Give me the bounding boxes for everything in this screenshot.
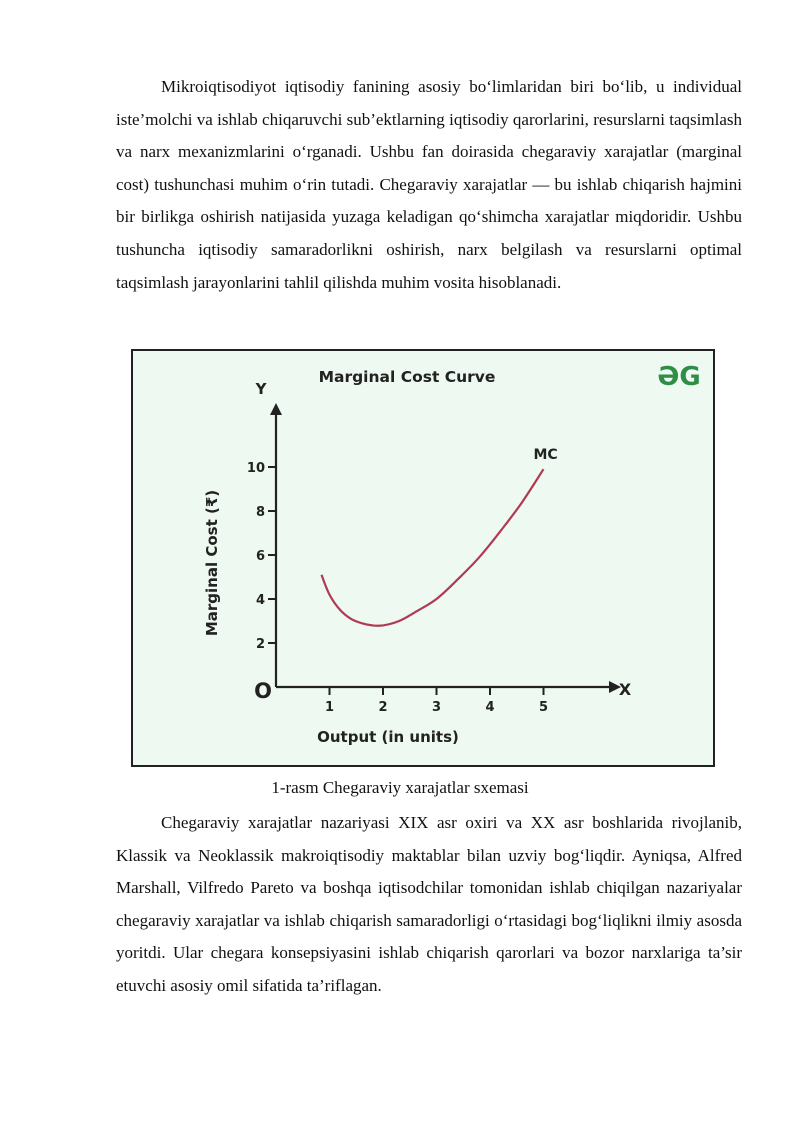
mc-series-label: MC bbox=[533, 447, 558, 464]
x-tick-label: 2 bbox=[378, 700, 388, 715]
x-tick-label: 3 bbox=[431, 700, 442, 715]
marginal-cost-chart bbox=[133, 351, 713, 765]
x-axis-label: Output (in units) bbox=[317, 728, 459, 746]
y-tick-label: 10 bbox=[246, 461, 265, 476]
x-axis-letter: X bbox=[618, 680, 632, 699]
y-tick-label: 4 bbox=[255, 593, 265, 608]
x-tick-label: 5 bbox=[538, 700, 549, 715]
chart-title: Marginal Cost Curve bbox=[318, 368, 496, 386]
paragraph-history: Chegaraviy xarajatlar nazariyasi XIX asr oxiri va XX asr boshlarida rivojlanib, Klassik va Neoklassik makroiqtisodiy maktablar bilan uzviy bog‘liqdir. Ayniqsa, Alfred Marshall, Vilfredo Pareto va boshqa iqtisodchilar tomonidan ishlab chiqilgan nazariyalar chegaraviy xarajatlar va ishlab chiqarish samaradorligi o‘rtasidagi bog‘liqlikni ilmiy asosda yoritdi. Ular chegara konsepsiyasini ishlab chiqarish qarorlari va bozor narxlariga ta’sir etuvchi asosiy omil sifatida ta’riflagan. bbox=[116, 813, 742, 995]
y-tick-label: 6 bbox=[255, 549, 265, 564]
y-tick-label: 2 bbox=[255, 637, 265, 652]
y-axis-label: Marginal Cost (₹) bbox=[203, 489, 221, 637]
origin-label: O bbox=[254, 679, 272, 703]
x-tick-label: 4 bbox=[485, 700, 495, 715]
paragraph-intro: Mikroiqtisodiyot iqtisodiy fanining asosiy bo‘limlaridan biri bo‘lib, u individual iste’molchi va ishlab chiqaruvchi sub’ektlarning iqtisodiy qarorlarini, resurslarni taqsimlash va narx mexanizmlarini o‘rganadi. Ushbu fan doirasida chegaraviy xarajatlar (marginal cost) tushunchasi muhim o‘rin tutadi. Chegaraviy xarajatlar — bu ishlab chiqarish hajmini bir birlikga oshirish natijasida yuzaga keladigan qo‘shimcha xarajatlar miqdoridir. Ushbu tushuncha iqtisodiy samaradorlikni oshirish, narx belgilash va resurslarni optimal taqsimlash jarayonlarini tahlil qilishda muhim vosita hisoblanadi. bbox=[116, 77, 742, 292]
x-tick-label: 1 bbox=[324, 700, 335, 715]
figure-caption: 1-rasm Chegaraviy xarajatlar sxemasi bbox=[271, 778, 529, 797]
marginal-cost-figure bbox=[131, 349, 715, 767]
chart-axes bbox=[270, 403, 621, 693]
y-axis-letter: Y bbox=[255, 380, 267, 398]
y-tick-label: 8 bbox=[255, 505, 265, 520]
geeksforgeeks-logo-icon: ƏG bbox=[657, 362, 701, 392]
mc-curve-series-line bbox=[322, 469, 544, 626]
y-axis-arrow-icon bbox=[270, 403, 282, 415]
